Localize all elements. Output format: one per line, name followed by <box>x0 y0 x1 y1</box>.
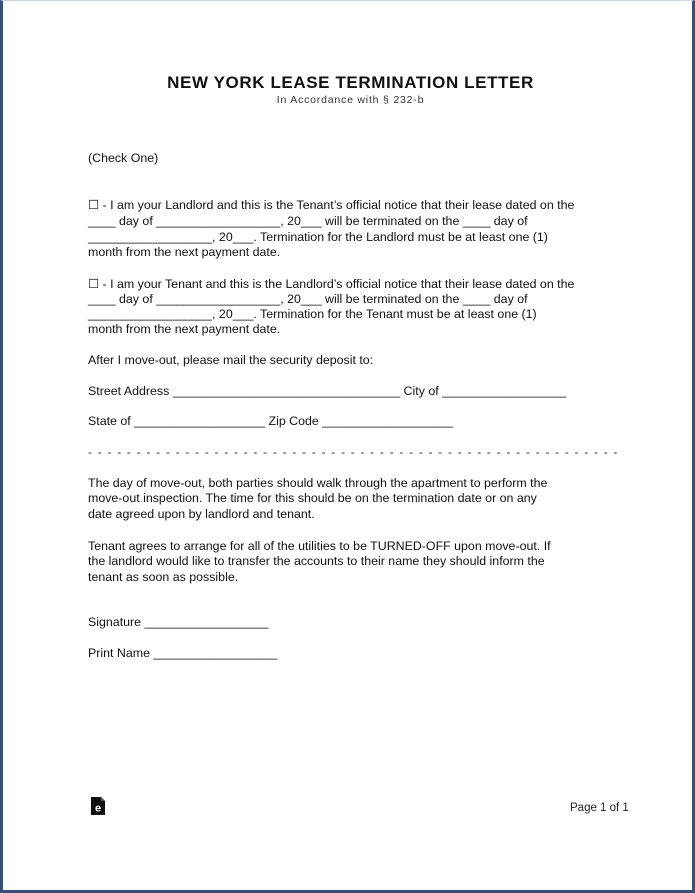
inspection-line: date agreed upon by landlord and tenant. <box>88 507 315 521</box>
street-address-field-line: Street Address _________________________________ City of __________________ <box>88 384 567 398</box>
state-zip-field-line: State of ___________________ Zip Code ___________________ <box>88 414 454 428</box>
tenant-notice-line: __________________, 20___. Termination for the Tenant must be at least one (1) <box>88 307 537 321</box>
page-number: Page 1 of 1 <box>570 802 629 814</box>
check-one-label: (Check One) <box>88 151 159 165</box>
tenant-notice-line: month from the next payment date. <box>88 322 281 336</box>
landlord-notice-line: ____ day of __________________, 20___ will be terminated on the ____ day of <box>88 214 528 228</box>
eforms-logo-icon <box>90 796 106 816</box>
document-title: NEW YORK LEASE TERMINATION LETTER <box>167 73 534 92</box>
signature-field-line: Signature __________________ <box>88 615 269 629</box>
utilities-line: tenant as soon as possible. <box>88 570 239 584</box>
utilities-line: the landlord would like to transfer the accounts to their name they should inform the <box>88 554 545 568</box>
print-name-field-line: Print Name __________________ <box>88 646 278 660</box>
tenant-notice-line: ____ day of __________________, 20___ will be terminated on the ____ day of <box>88 292 528 306</box>
inspection-line: The day of move-out, both parties should walk through the apartment to perform the <box>88 476 548 490</box>
separator-line: - - - - - - - - - - - - - - - - - - - - - - - - - - - - - - - - - - - - - - - - - - - - - - - - - - - - - - - <box>88 445 619 459</box>
landlord-notice-line: month from the next payment date. <box>88 245 281 259</box>
landlord-notice-line: ☐ - I am your Landlord and this is the Tenant’s official notice that their lease dated on the <box>88 198 575 212</box>
landlord-notice-line: __________________, 20___. Termination for the Landlord must be at least one (1) <box>88 230 548 244</box>
svg-text:e: e <box>94 802 102 815</box>
document-subtitle: In Accordance with § 232-b <box>276 94 425 106</box>
inspection-line: move-out inspection. The time for this should be on the termination date or on any <box>88 491 537 505</box>
deposit-intro: After I move-out, please mail the security deposit to: <box>88 353 374 367</box>
tenant-notice-line: ☐ - I am your Tenant and this is the Landlord’s official notice that their lease dated on the <box>88 277 575 291</box>
utilities-line: Tenant agrees to arrange for all of the utilities to be TURNED-OFF upon move-out. If <box>88 539 551 553</box>
